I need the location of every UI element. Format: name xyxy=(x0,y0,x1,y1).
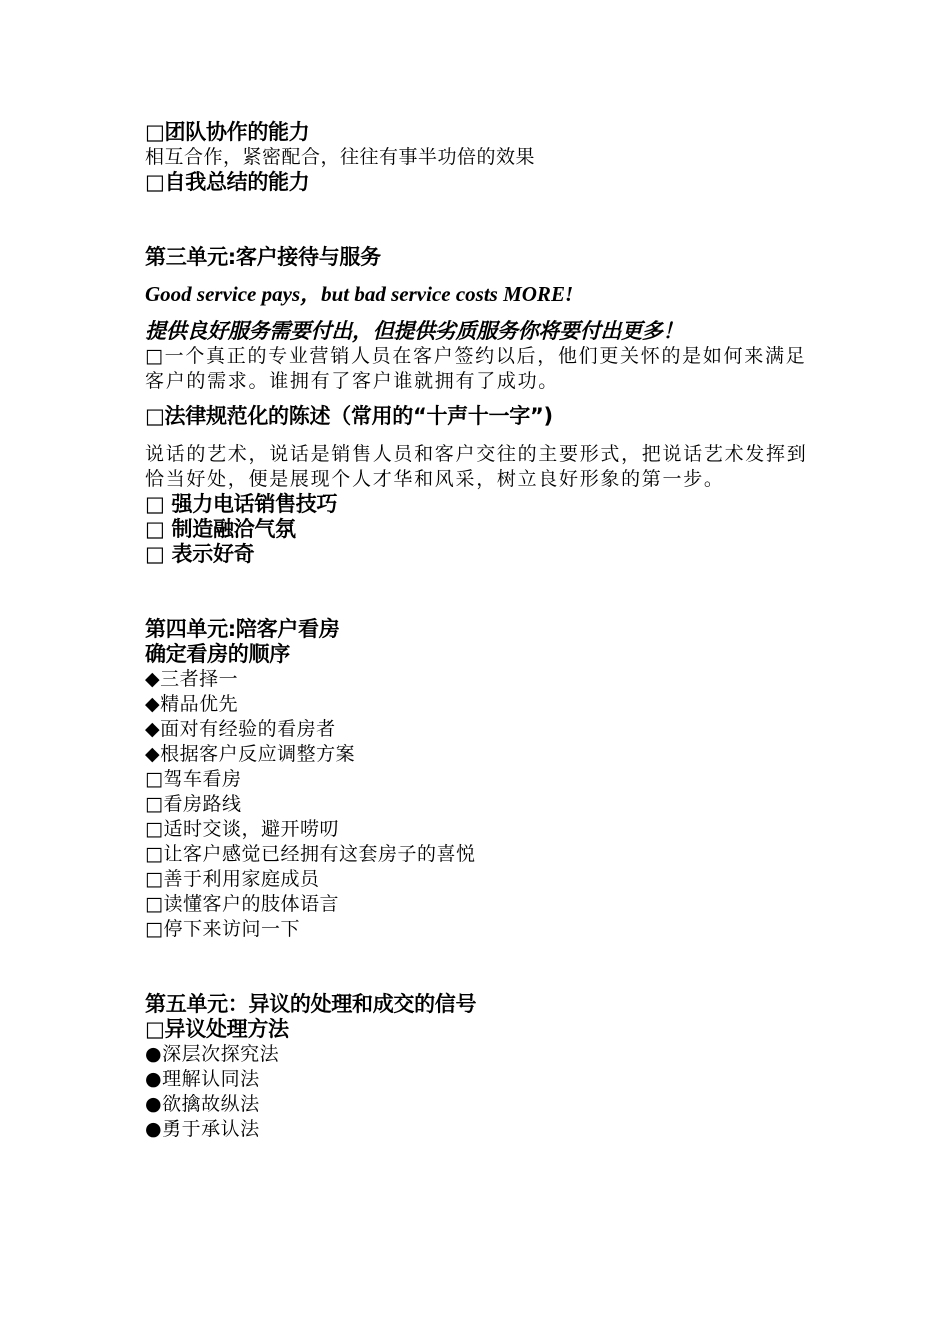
diamond-list-item: ◆精品优先 xyxy=(145,693,239,715)
unit3-item: □ 强力电话销售技巧 xyxy=(145,492,338,516)
unit3-motto-cn: 提供良好服务需要付出，但提供劣质服务你将要付出更多！ xyxy=(145,319,684,343)
bullet-list-item: ●欲擒故纵法 xyxy=(145,1093,260,1115)
unit3-heading: □法律规范化的陈述（常用的“十声十一字”) xyxy=(145,404,553,428)
unit5-subtitle: □异议处理方法 xyxy=(145,1017,289,1041)
unit5-title: 第五单元：异议的处理和成交的信号 xyxy=(145,992,477,1016)
bullet-list-item: ●理解认同法 xyxy=(145,1068,260,1090)
unit3-paragraph-1: □一个真正的专业营销人员在客户签约以后，他们更关怀的是如何来满足客户的需求。谁拥有了客户谁就拥有了成功。 xyxy=(145,345,807,392)
unit3-paragraph-2: 说话的艺术，说话是销售人员和客户交往的主要形式，把说话艺术发挥到恰当好处，便是展现个人才华和风采，树立良好形象的第一步。 xyxy=(145,443,808,490)
unit3-title: 第三单元:客户接待与服务 xyxy=(145,245,381,269)
unit3-item: □ 制造融洽气氛 xyxy=(145,517,296,541)
self-summary-heading: □自我总结的能力 xyxy=(145,170,310,194)
diamond-list-item: ◆面对有经验的看房者 xyxy=(145,718,336,740)
bullet-list-item: ●深层次探究法 xyxy=(145,1043,280,1065)
diamond-list-item: ◆根据客户反应调整方案 xyxy=(145,743,356,765)
unit4-title: 第四单元:陪客户看房 xyxy=(145,617,340,641)
box-list-item: □读懂客户的肢体语言 xyxy=(145,893,339,915)
document-page xyxy=(145,120,810,1142)
box-list-item: □适时交谈，避开唠叨 xyxy=(145,818,339,840)
box-list-item: □善于利用家庭成员 xyxy=(145,868,320,890)
box-list-item: □看房路线 xyxy=(145,793,242,815)
team-ability-desc: 相互合作，紧密配合，往往有事半功倍的效果 xyxy=(145,146,536,168)
box-list-item: □停下来访问一下 xyxy=(145,918,300,940)
box-list-item: □驾车看房 xyxy=(145,768,242,790)
box-list-item: □让客户感觉已经拥有这套房子的喜悦 xyxy=(145,843,476,865)
unit4-subtitle: 确定看房的顺序 xyxy=(145,642,290,666)
diamond-list-item: ◆三者择一 xyxy=(145,668,239,690)
team-ability-heading: □团队协作的能力 xyxy=(145,120,310,144)
bullet-list-item: ●勇于承认法 xyxy=(145,1118,260,1140)
unit3-item: □ 表示好奇 xyxy=(145,542,255,566)
unit3-motto-en: Good service pays，but bad service costs MORE! xyxy=(145,282,574,306)
